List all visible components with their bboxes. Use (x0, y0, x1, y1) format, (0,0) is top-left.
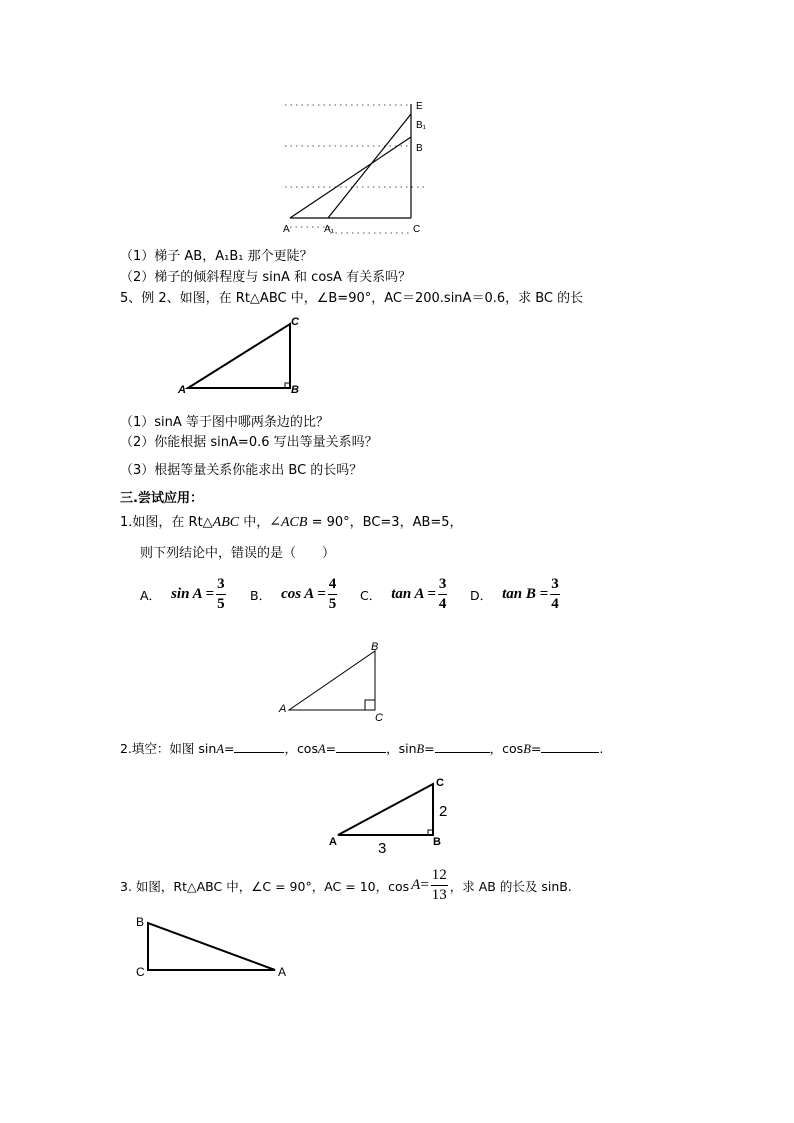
p3-label-c: C (136, 965, 145, 979)
option-b-num: 4 (328, 577, 338, 595)
option-a-den: 5 (217, 596, 225, 612)
label-e: E (416, 101, 423, 112)
p1-label-b: B (371, 641, 379, 653)
option-d-expr: tan B = (502, 586, 549, 602)
p2-eq1: = (223, 741, 235, 756)
p3-suffix: ，求 AB 的长及 sinB. (449, 878, 572, 894)
p2-eq4: = (530, 741, 542, 756)
p3-den: 13 (431, 887, 447, 903)
option-c-fraction (438, 577, 448, 612)
option-a-label: A． (140, 587, 162, 603)
problem2-figure (325, 772, 455, 857)
ladder-a1b1 (328, 114, 411, 218)
p2-a2: A (317, 742, 326, 756)
option-b-label: B． (250, 587, 272, 603)
ex2-label-c: C (291, 316, 299, 328)
p2-label-c: C (436, 777, 444, 789)
p1-tri: △ (202, 515, 213, 530)
blank-sin-b[interactable] (435, 740, 490, 753)
p3-a: A (411, 877, 421, 893)
p3-fraction (431, 868, 448, 903)
ladder-figure (270, 95, 440, 240)
label-a: A (283, 224, 290, 235)
label-b: B (416, 143, 423, 154)
option-c-num: 3 (438, 577, 448, 595)
p2-sep1: ，cos (284, 741, 318, 756)
p1-prefix: 1.如图，在 Rt (120, 515, 203, 530)
p1-suffix: ，BC=3，AB=5， (349, 515, 463, 530)
label-a1: A₁ (324, 224, 335, 235)
p2-label-a: A (329, 836, 337, 848)
option-d-fraction (550, 577, 560, 612)
ex2-label-a: A (178, 384, 186, 396)
p2-prefix: 2.填空：如图 sin (120, 741, 217, 756)
section3-heading: 三.尝试应用： (120, 491, 203, 506)
example2-question-2: （2）你能根据 sinA=0.6 写出等量关系吗？ (120, 435, 378, 450)
p1-label-a: A (279, 703, 287, 715)
p1-eq: = 90° (307, 515, 350, 530)
option-b-den: 5 (328, 596, 337, 612)
option-a-num: 3 (216, 577, 226, 595)
option-d-label: D． (470, 587, 493, 603)
option-b-expr: cos A = (281, 586, 326, 602)
option-c-den: 4 (438, 596, 447, 612)
option-d-num: 3 (550, 577, 560, 595)
example2-question-3: （3）根据等量关系你能求出 BC 的长吗？ (120, 463, 363, 478)
problem1-line1 (120, 511, 463, 531)
p1-label-c: C (375, 712, 383, 724)
p3-num: 12 (431, 868, 448, 886)
p2-b2: B (523, 742, 531, 756)
p2-side-ab: 3 (378, 840, 387, 857)
problem2-line (120, 739, 603, 757)
blank-cos-a[interactable] (336, 740, 386, 753)
option-a-fraction (216, 577, 226, 612)
problem3-figure (130, 910, 295, 982)
blank-cos-b[interactable] (541, 740, 599, 753)
example2-title: 5、例 2、如图，在 Rt△ABC 中，∠B=90°，AC＝200.sinA＝0.6，求 BC 的长 (120, 291, 584, 306)
problem3-line (120, 868, 572, 903)
p1-angle: ∠ACB (269, 515, 308, 530)
ladder-question-1: （1）梯子 AB，A₁B₁ 那个更陡？ (120, 249, 313, 264)
p2-sep2: ，sin (386, 741, 417, 756)
p2-label-b: B (433, 836, 441, 848)
option-d-den: 4 (551, 596, 559, 612)
example2-question-1: （1）sinA 等于图中哪两条边的比？ (120, 415, 329, 430)
option-b (250, 577, 339, 612)
option-c (360, 577, 449, 612)
option-d (470, 577, 562, 612)
ladder-question-2: （2）梯子的倾斜程度与 sinA 和 cosA 有关系吗？ (120, 270, 412, 285)
p1-mid: 中， (239, 515, 270, 530)
problem1-line2: 则下列结论中，错误的是（ ） (140, 546, 336, 561)
blank-sin-a[interactable] (234, 740, 284, 753)
p3-eq: = (420, 877, 429, 893)
option-a (140, 577, 228, 612)
p3-label-a: A (278, 965, 287, 979)
label-c: C (413, 224, 421, 235)
p2-side-bc: 2 (439, 803, 448, 820)
option-a-expr: sin A = (171, 586, 215, 602)
p3-label-b: B (136, 915, 145, 929)
example2-figure (175, 312, 310, 397)
p2-eq3: = (424, 741, 435, 756)
label-b1: B₁ (416, 120, 427, 131)
option-b-fraction (328, 577, 338, 612)
problem1-figure (275, 635, 395, 725)
p2-eq2: = (325, 741, 337, 756)
p2-b1: B (416, 742, 425, 756)
option-c-label: C． (360, 587, 382, 603)
ladder-ab (290, 137, 411, 218)
p2-a1: A (216, 742, 224, 756)
option-c-expr: tan A = (391, 586, 436, 602)
p1-abc: ABC (212, 515, 240, 530)
p2-sep3: ，cos (489, 741, 524, 756)
p3-prefix: 3. 如图，Rt△ABC 中，∠C = 90°，AC = 10，cos (120, 878, 410, 894)
p2-end: . (599, 741, 604, 756)
ex2-label-b: B (291, 384, 299, 396)
